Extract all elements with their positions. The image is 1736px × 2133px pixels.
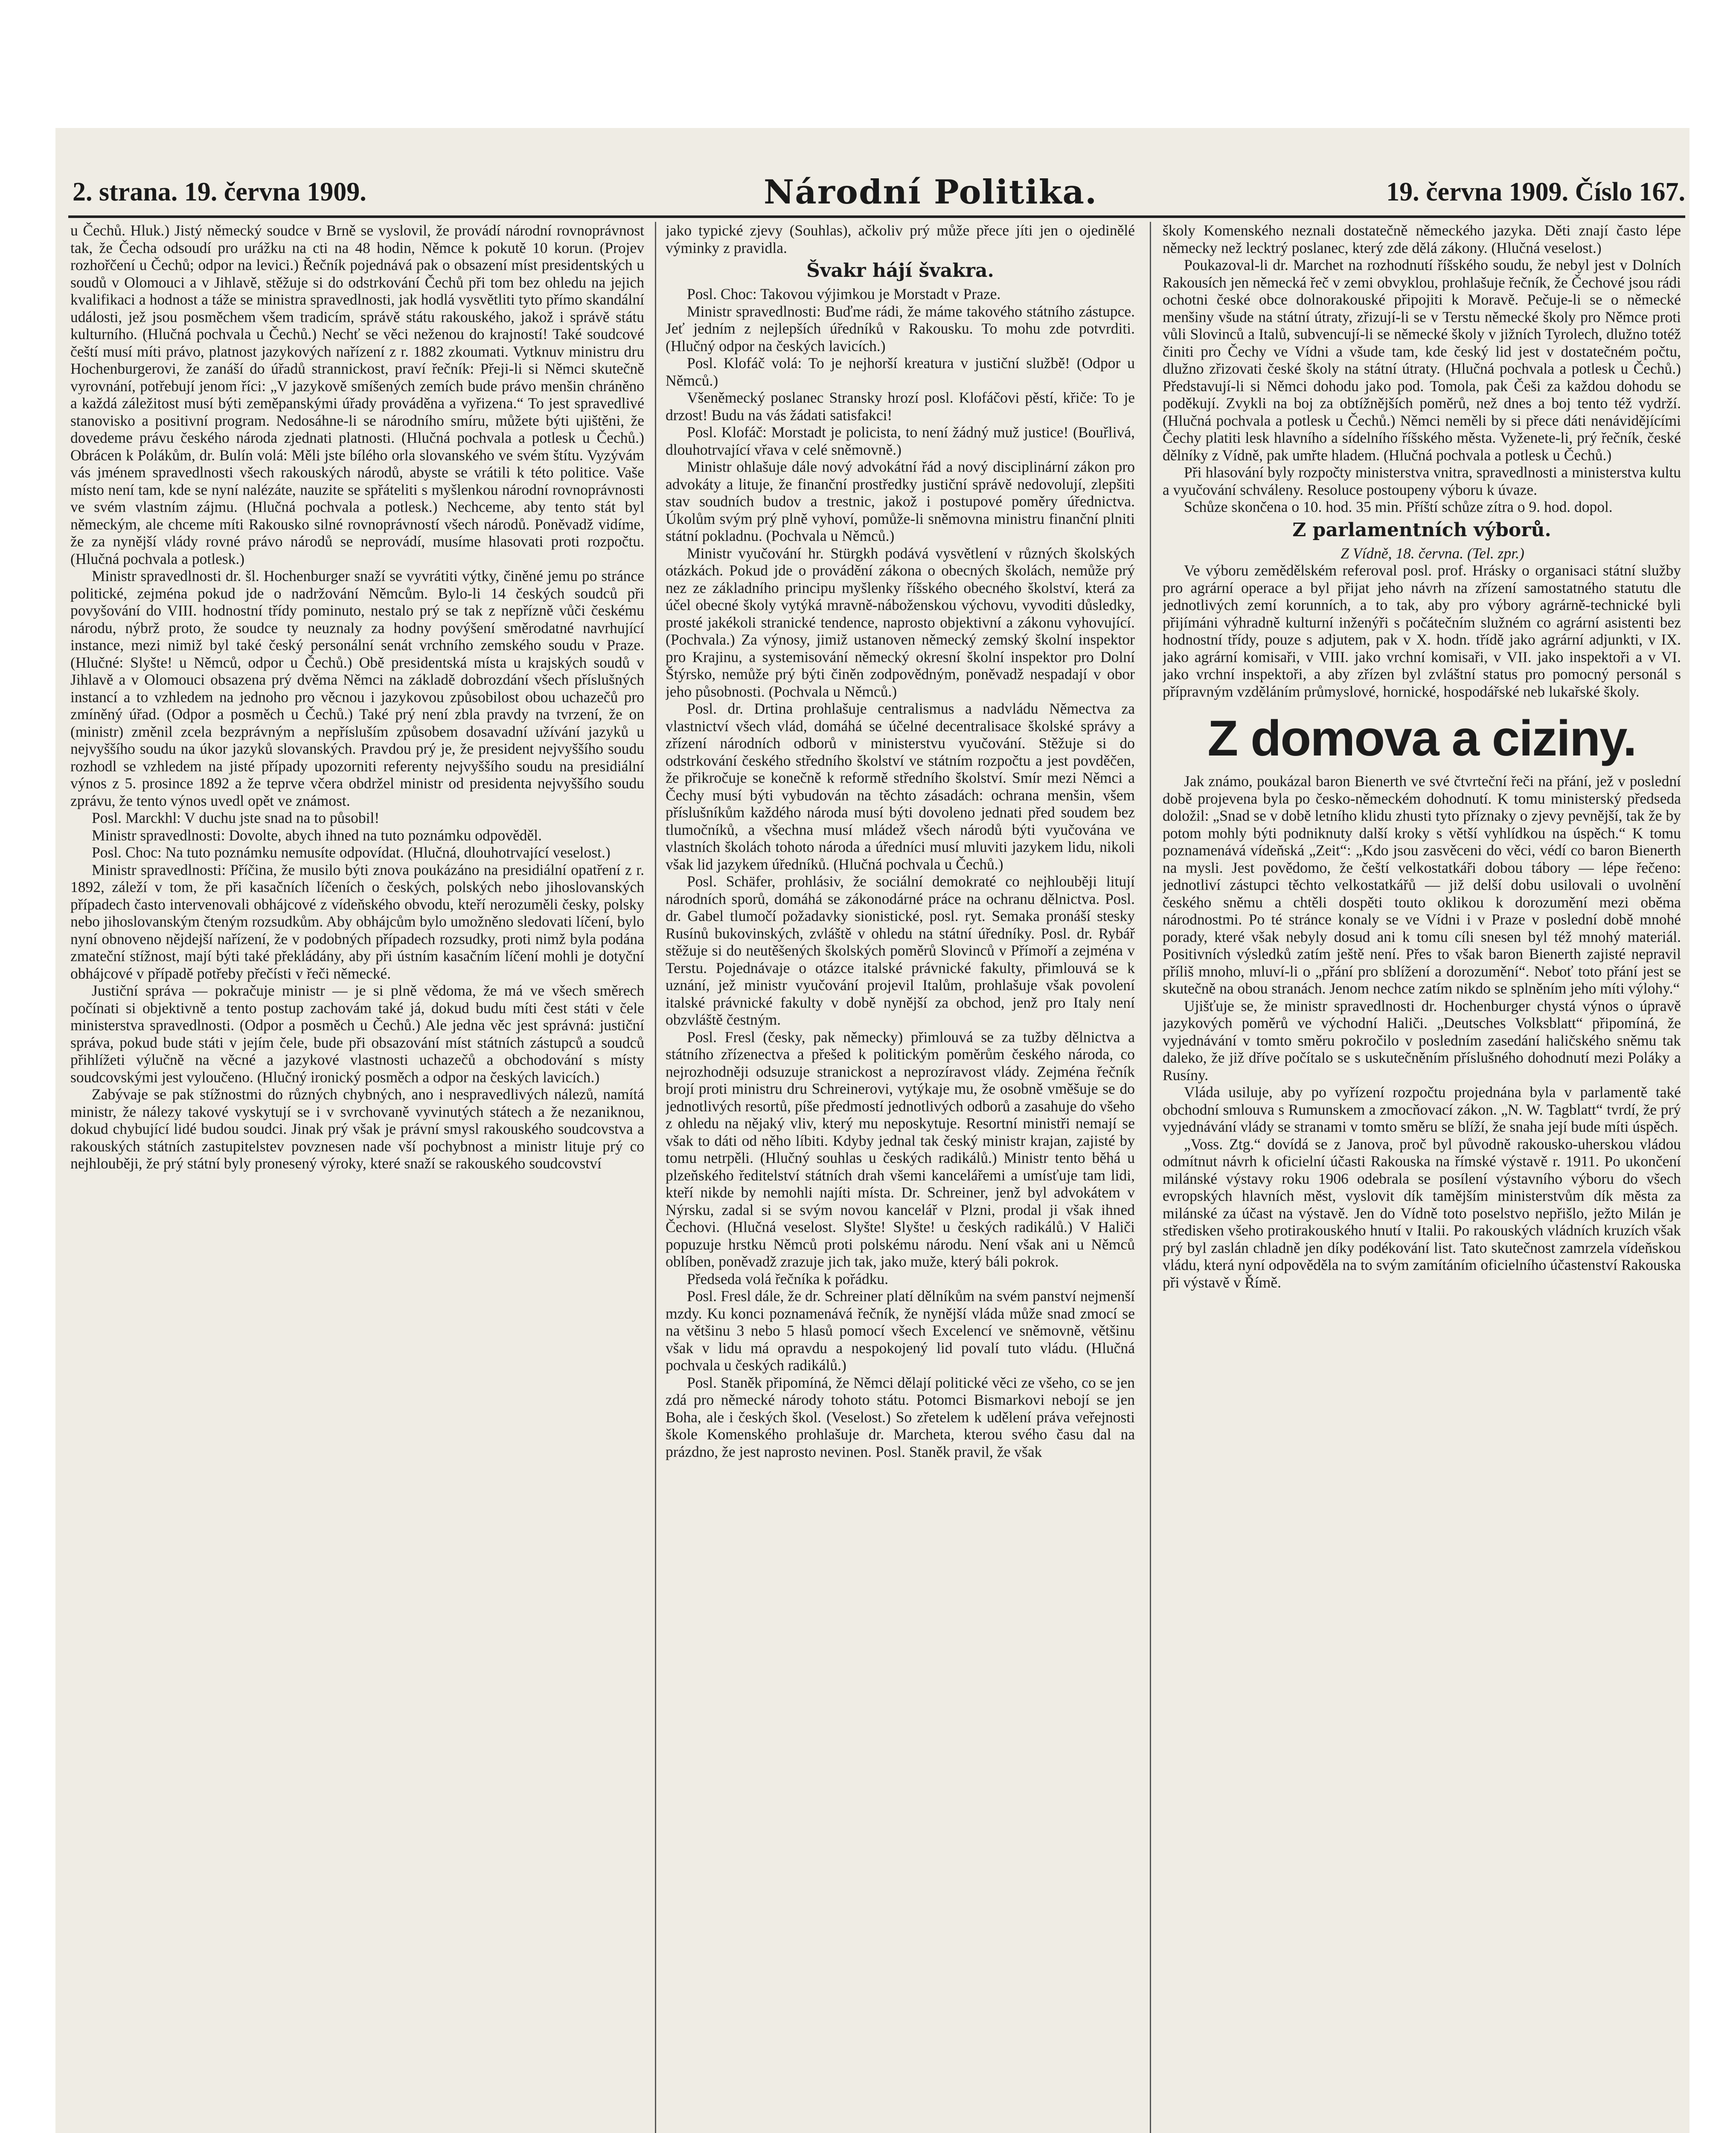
paragraph: Ministr vyučování hr. Stürgkh podává vysvětlení v různých školských otázkách. Pokud jde o provádění zákona o obecných školách, nemůže prý nez ze základního principu myšlenky říšského obecného školství, která za účel obecné školy vytýká mravně-náboženskou výchovu, vyvoditi důsledky, prosté jakékoli stranické tendence, naprosto objektivní a zákonu vyhovující. (Pochvala.) Za výnosy, jimiž ustanoven německý zemský školní inspektor pro Krajinu, a systemisování německý okresní školní inspektor pro Dolní Štýrsko, nemůže prý býti činěn zodpovědným, poněvadž nespadají v obor jeho působnosti. (Pochvala u Němců.) [666,544,1135,700]
paragraph: u Čechů. Hluk.) Jistý německý soudce v Brně se vyslovil, že provádí národní rovnoprávnost tak, že Čecha odsoudí pro urážku na cti na 48 hodin, Němce k pokutě 10 korun. (Projev rozhořčení u Čechů; odpor na levici.) Řečník pojednává pak o obsazení míst presidentských u soudů v Olomouci a v Jihlavě, stěžuje si do odstrkování Čechů při tom bez ohledu na jejich kvalifikaci a hodnost a táže se ministra spravedlnosti, jak hodlá vysvětliti tyto přímo skandální události, jež jsou posměchem všem tradicím, správě státu rakouského, jakož i správě státu kulturního. (Hlučná pochvala u Čechů.) Nechť se věci neženou do krajností! Také soudcové čeští musí míti právo, platnost jazykových nařízení z r. 1882 zkoumati. Vytknuv ministru dru Hochenburgerovi, že zanáší do úřadů strannickost, praví řečník: Přeji-li si Němci skutečně vyrovnání, potřebují jenom říci: „V jazykově smíšených zemích bude právo menšin chráněno a každá záležitost musí býti zeměpanskými úřady prováděna a vyřizena.“ To jest spravedlivé stanovisko a positivní program. Nedosáhne-li se národního smíru, můžete býti ujištěni, že dovedeme právu českého národa zjednati platnosti. (Hlučná pochvala a potlesk u Čechů.) Obrácen k Polákům, dr. Bulín volá: Měli jste bílého orla slovanského ve svém štítu. Vyzývám vás jménem spravedlnosti všech rakouských národů, abyste se vrátili k této politice. Vaše místo není tam, kde se nyní nalézáte, nauzite se spřáteliti s myšlenkou národní rovnoprávnosti ve svém vlastním zájmu. (Hlučná pochvala a potlesk.) Nechceme, aby tento stát byl německým, ale chceme míti Rakousko silné rovnoprávností všech národů. Poněvadž vidíme, že za nynější vlády rovné právo národů se neprovádí, musíme hlasovati proti rozpočtu. (Hlučná pochvala a potlesk.) [70,222,644,567]
paragraph: Posl. Klofáč volá: To je nejhorší kreatura v justiční službě! (Odpor u Němců.) [666,355,1135,389]
paragraph: Justiční správa — pokračuje ministr — je si plně vědoma, že má ve všech směrech počínati si objektivně a tento postup zachovám také já, dokud budu míti čest státi v čele ministerstva spravedlnosti. (Odpor a posměch u Čechů.) Ale jedna věc jest správná: justiční správa, pokud bude státi v jejím čele, bude při obsazování míst státních zástupců a soudců přihlížeti výlučně na věcné a jazykové vlastnosti uchazečů a obchodování s místy soudcovskými jest vyloučeno. (Hlučný ironický posměch a odpor na českých lavicích.) [70,982,644,1086]
paragraph: „Voss. Ztg.“ dovídá se z Janova, proč byl původně rakousko-uherskou vládou odmítnut návrh k oficielní účasti Rakouska na římské výstavě r. 1911. Po ukončení milánské výstavy roku 1906 odebrala se posílení výstavního výboru do všech evropských hlavních měst, vyslovit dík tamějším ministerstvům dík města za milánské za účast na výstavě. Jen do Vídně toto poselstvo nepřišlo, ježto Milán je středisken všeho protirakouského hnutí v Italii. Po rakouských vládních kruzích však prý byl zaslán chladně jen díky podékování list. Tato skutečnost zamrzela vídeňskou vládu, která nyní odpověděla na to svým zamítáním oficielního účastenství Rakouska při výstavě v Římě. [1163,1135,1681,1291]
paragraph: Ujišťuje se, že ministr spravedlnosti dr. Hochenburger chystá výnos o úpravě jazykových poměrů ve východní Haliči. „Deutsches Volksblatt“ připomíná, že vyjednávání v tomto směru pokročilo v posledním zasedání haličského sněmu tak daleko, že již dříve počítalo se s uskutečněním příslušného dohodnutí mezi Poláky a Rusíny. [1163,997,1681,1084]
paragraph: Posl. Fresl dále, že dr. Schreiner platí dělníkům na svém panství nejmenší mzdy. Ku konci poznamenává řečník, že nynější vláda může snad zmocí se na většinu 3 nebo 5 hlasů pomocí všech Excelencí ve sněmovně, většinu však v lidu má opravdu a nespokojený lid povalí tuto vládu. (Hlučná pochvala u českých radikálů.) [666,1287,1135,1374]
dateline: Z Vídně, 18. června. (Tel. zpr.) [1341,544,1524,562]
paragraph: školy Komenského neznali dostatečně německého jazyka. Děti znají často lépe německy než lecktrý poslanec, který zde dělá zákony. (Hlučná veselost.) [1163,222,1681,256]
paragraph: Ministr ohlašuje dále nový advokátní řád a nový disciplinární zákon pro advokáty a lituje, že finanční prostředky justiční správě nedovolují, zlepšiti stav soudních budov a trestnic, jakož i postupové poměry úřednictva. Úkolům svým prý plně vyhoví, pomůže-li sněmovna ministru finanční plniti státní pokladnu. (Pochvala u Němců.) [666,458,1135,544]
paragraph: Ministr spravedlnosti dr. šl. Hochenburger snaží se vyvrátiti výtky, činěné jemu po stránce politické, zejména pokud jde o nadržování Němcům. Bylo-li 14 českých soudců při povyšování do VIII. hodnostní třídy pominuto, nestalo prý se tak z nepřízně vůči českému národu, nýbrž proto, že soudce ty neuznaly za hodny povýšení směrodatné navrhující instance, mezi nimiž byl také český personální senát vrchního zemského soudu v Praze. (Hlučné: Slyšte! u Němců, odpor u Čechů.) Obě presidentská místa u krajských soudů v Jihlavě a v Olomouci obsazena prý dvěma Němci na základě dobrozdání všech příslušných instancí a to vzhledem na jednoho pro věcnou i jazykovou způsobilost obou uchazečů pro zmíněný úřad. (Odpor a posměch u Čechů.) Také prý není zbla pravdy na tvrzení, že on (ministr) změnil zcela bezprávným a nepřísluším způsobem dosavadní užívání jazyků u nejvyššího soudu na úkor jazyků slovanských. Pravdou prý je, že president nejvyššího soudu rozhodl se vzhledem na jisté případy upozorniti referenty nejvyššího soudu na presidiální výnos z 5. prosince 1892 a že teprve včera obdržel ministr od presidenta nejvyššího soudu zprávu, že tento výnos uvedl opět ve známost. [70,567,644,809]
paragraph: Posl. Schäfer, prohlásiv, že sociální demokraté co nejhlouběji litují národních sporů, domáhá se zákonodárné práce na ochranu dělnictva. Posl. dr. Gabel tlumočí požadavky sionistické, posl. ryt. Semaka pronáší stesky Rusínů bukovinských, zvláště v ohledu na státní úředníky. Posl. dr. Rybář stěžuje si do neutěšených školských poměrů Slovinců v Přímoří a zejména v Terstu. Pojednávaje o otázce italské právnické fakulty, přimlouvá se k uznání, jež ministr vyučování projevil Italům, prohlašuje však povolení italské právnické fakulty v době nynější za obchod, jenž pro Italy není obzvláště čestným. [666,873,1135,1028]
column-1 [70,222,644,2133]
header-date-issue: 19. června 1909. Číslo 167. [1386,177,1685,206]
section-heading-large: Z domova a ciziny. [1207,710,1636,767]
paragraph: Poukazoval-li dr. Marchet na rozhodnutí říšského soudu, že nebyl jest v Dolních Rakousích jen německá řeč v zemi obvyklou, prohlašuje řečník, že Čechové jsou rádi ochotni české obce dolnorakouské připojiti k Moravě. Pečuje-li se o německé menšiny všude na státní útraty, zřizují-li se v Terstu německé školy pro Němce proti vůli Slovinců a Italů, subvencují-li se německé školy v jižních Tyrolech, dlužno totéž činiti pro Čechy ve Vídni a všude tam, kde český lid jest v dostatečném počtu, dlužno zřizovati české školy na státní útraty. (Hlučná pochvala a potlesk u Čechů.) Představují-li si Němci dohodu jako pod. Tomola, pak Češi za každou dohodu se poděkují. Zvykli na boj za obtížnějších poměrů, než dnes a boj tento též vydrží. (Hlučná pochvala a potlesk u Čechů.) Němci neměli by si přece dáti nenávidějícími Čechy platiti lesk hlavního a sídelního říšského města. Vyženete-li, prý řečník, české dělníky z Vídně, pak umřte hladem. (Hlučná pochvala a potlesk u Čechů.) [1163,256,1681,464]
paragraph: Jak známo, poukázal baron Bienerth ve své čtvrteční řeči na přání, jež v poslední době projevena byla po česko-německém dohodnutí. K tomu ministerský předseda doložil: „Snad se v době letního klidu zhusti tyto příznaky o zjevy pevnější, tak že by potom mohly býti podniknuty další kroky s větší vyhlídkou na úspěch.“ K tomu poznamenává vídeňská „Zeit“: „Kdo jsou zasvěceni do věci, védí co baron Bienerth na mysli. Jest povědomo, že čeští velkostatkáři dobou tábory — lépe řečeno: jednotliví zástupci těchto velkostatkářů — již delší dobu usilovali o uvolnění českého sněmu a chtěli dospěti touto oklikou k dorozumění mezi oběma národnostmi. Po té stránce konaly se ve Vídni i v Praze v poslední době mnohé porady, které však nebyly dosud ani k tomu cíli snesen byl též mnohý materiál. Positivních výsledků zatím ještě není. Přes to však baron Bienerth zajisté nepravil příliš mnoho, mluví-li o „přání pro sblížení a dorozumění“. Neboť toto přání jest se skutečně na obou stranách. Jenom nechce zatím nikdo se splněním jeho míti výlohy.“ [1163,773,1681,997]
paragraph: Všeněmecký poslanec Stransky hrozí posl. Klofáčovi pěstí, křiče: To je drzost! Budu na vás žádati satisfakci! [666,389,1135,424]
section-heading: Z parlamentních výborů. [1292,519,1551,541]
paragraph: Ministr spravedlnosti: Příčina, že musilo býti znova poukázáno na presidiální opatření z r. 1892, záleží v tom, že při kasačních líčeních o českých, polských nebo jihoslovanských případech často intervenovali obhájcové z vídeňského obvodu, kteří nerozuměli česky, polsky nebo jihoslovanským čteným rozsudkům. Aby obhájcům bylo umožněno sledovati líčení, bylo nyní obnoveno nějdejší nařízení, že v podobných případech rozsudky, proti nimž byla podána zmateční stížnost, mají býti také překládány, aby při ústním kasačním líčení mohli je dotyční obhájcové v případě potřeby přečísti v řeči německé. [70,861,644,982]
page-header [73,169,1685,215]
paragraph: Posl. Fresl (česky, pak německy) přimlouvá se za tužby dělnictva a státního zřízenectva a přešed k politickým poměrům českého národa, co nejrozhodněji odsuzuje stranickost a neprozíravost vlády. Zejména řečník brojí proti ministru dru Schreinerovi, vytýkaje mu, že osobně vměšuje se do jednotlivých resortů, píše předmostí jednotlivých odborů a zasahuje do všeho z ohledu na nějaký vliv, který mu neposkytuje. Resortní ministři nemají se však to dáti od něho líbiti. Kdyby jednal tak český ministr krajan, zajisté by tomu netrpěli. (Hlučný souhlas u českých radikálů.) Ministr tento běhá u plzeňského ředitelství státních drah všemi kancelářemi a umísťuje tam lidi, kteří nikde by nemohli najíti místa. Dr. Schreiner, jenž byl advokátem v Nýrsku, zadal si se svým novou kancelář v Plzni, prodal ji však ihned Čechovi. (Hlučná veselost. Slyšte! Slyšte! u českých radikálů.) V Haliči popuzuje hrstku Němců proti polskému národu. Není však ani u Němců oblíben, poněvadž zrazuje jich tak, jako muže, který báli pokrok. [666,1028,1135,1270]
column-divider [655,222,656,2133]
paragraph: Posl. Klofáč: Morstadt je policista, to není žádný muž justice! (Bouřlivá, dlouhotrvající vřava v celé sněmovně.) [666,424,1135,458]
paragraph: Ministr spravedlnosti: Buďme rádi, že máme takového státního zástupce. Jeť jedním z nejlepších úředníků v Rakousku. To mohu zde potvrditi. (Hlučný odpor na českých lavicích.) [666,302,1135,355]
paragraph: Posl. Staněk připomíná, že Němci dělají politické věci ze všeho, co se jen zdá pro německé národy tohoto státu. Potomci Bismarkovi nebojí se jen Boha, ale i českých škol. (Veselost.) So zřetelem k udělení práva veřejnosti škole Komenského prohlašuje dr. Marcheta, kterou svého času dal na prázdno, že jest naprosto nevinen. Posl. Staněk pravil, že však [666,1374,1135,1460]
paragraph: Zabývaje se pak stížnostmi do různých chybných, ano i nespravedlivých nálezů, namítá ministr, že nálezy takové vyskytují se i v svrchovaně vyvinutých státech a že nezaniknou, dokud chybující lidé budou soudci. Jinak prý však je právní smysl rakouského soudcovstva a rakouských státních zastupitelstev povznesen nade vší pochybnost a ministr lituje prý co nejhlouběji, že prý státní byly pronesený výroky, které snaží se rakouského soudcovství [70,1086,644,1172]
paragraph: Ministr spravedlnosti: Dovolte, abych ihned na tuto poznámku odpověděl. [92,826,542,844]
section-heading: Švakr hájí švakra. [806,260,994,282]
paragraph: Posl. Choc: Takovou výjimkou je Morstadt v Praze. [687,285,1001,302]
column-divider [1150,222,1151,2133]
paragraph: Posl. Choc: Na tuto poznámku nemusíte odpovídat. (Hlučná, dlouhotrvající veselost.) [92,844,611,861]
column-2 [666,222,1135,2133]
column-3 [1163,222,1681,2133]
paragraph: jako typické zjevy (Souhlas), ačkoliv prý může přece jíti jen o ojedinělé výminky z pravidla. [666,222,1135,256]
paragraph: Posl. Marckhl: V duchu jste snad na to působil! [92,809,380,826]
header-rule [68,215,1685,218]
paragraph: Předseda volá řečníka k pořádku. [687,1270,889,1287]
paragraph: Vláda usiluje, aby po vyřízení rozpočtu projednána byla v parlamentě také obchodní smlouva s Rumunskem a zmocňovací zákon. „N. W. Tagblatt“ tvrdí, že prý vyjednávání vlády se stranami v tomto směru se blíží, že snaha její bude míti úspěch. [1163,1084,1681,1135]
paragraph: Posl. dr. Drtina prohlašuje centralismus a nadvládu Němectva za vlastnictví všech vlád, domáhá se účelné decentralisace školské správy a zřízení národních odborů v ministerstvu vyučování. Stěžuje si do odstrkování českého středního školství ve státním rozpočtu a jest povděčen, že přikročuje se konečně k reformě středního školství. Smír mezi Němci a Čechy musí býti vybudován na těchto zásadách: ochrana menšin, všem příslušníkům každého národa musí býti dovoleno jednati před soudem bez tlumočníků, a všechna musí mládež všech národů býti vyučována ve vlastních školách tohoto národa a úředníci musí mluviti jazykem lidu, nikoli však lid jazykem úředníků. (Hlučná pochvala u Čechů.) [666,700,1135,873]
newspaper-title: Národní Politika. [764,173,1098,212]
paragraph: Ve výboru zemědělském referoval posl. prof. Hrásky o organisaci státní služby pro agrární operace a byl přijat jeho návrh na zřízení samostatného statutu dle jednotlivých zemí korunních, a to tak, aby pro výbory agrárně-technické byli přijímáni výhradně kulturní inženýři s počátečním služném co agrární asistenti bez hodnostní třídy, pouze s adjutem, pak v X. hodn. třídě jako agrární adjunkti, v IX. jako agrární komisaři, v VIII. jako vrchní komisaři, v VII. jako inspektoři a v VI. jako vrchní inspektoři, a aby zřízen byl zvláštní status pro pomocný personál s přípravným vzděláním průmyslové, hornické, hospodářské neb lukařské školy. [1163,562,1681,700]
paragraph: Při hlasování byly rozpočty ministerstva vnitra, spravedlnosti a ministerstva kultu a vyučování schváleny. Resoluce postoupeny výboru k úvaze. [1163,464,1681,498]
paragraph: Schůze skončena o 10. hod. 35 min. Příští schůze zítra o 9. hod. dopol. [1184,498,1613,515]
header-page-date: 2. strana. 19. června 1909. [73,177,366,206]
